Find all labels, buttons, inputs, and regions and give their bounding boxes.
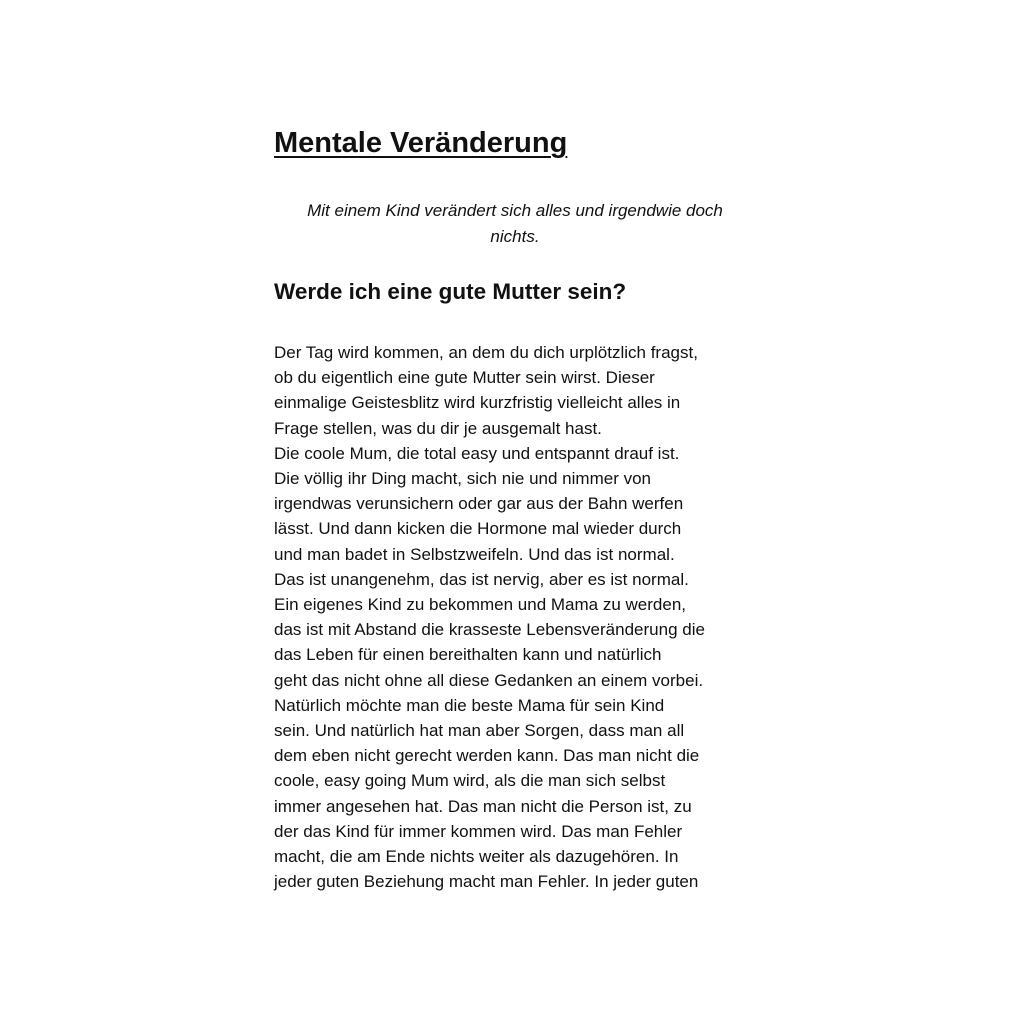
- body-line: Natürlich möchte man die beste Mama für sein Kind: [274, 695, 665, 715]
- body-line: Ein eigenes Kind zu bekommen und Mama zu werden,: [274, 595, 687, 615]
- body-line: Frage stellen, was du dir je ausgemalt hast.: [274, 418, 602, 438]
- body-line: und man badet in Selbstzweifeln. Und das ist normal.: [274, 544, 675, 564]
- body-paragraph: [274, 340, 756, 894]
- body-line: das ist mit Abstand die krasseste Lebensveränderung die: [274, 620, 705, 640]
- body-line: lässt. Und dann kicken die Hormone mal wieder durch: [274, 519, 682, 539]
- body-line: coole, easy going Mum wird, als die man sich selbst: [274, 771, 666, 791]
- subtitle-line: Mit einem Kind verändert sich alles und irgendwie doch: [307, 201, 723, 220]
- document-content: [274, 122, 756, 894]
- body-line: der das Kind für immer kommen wird. Das man Fehler: [274, 821, 683, 841]
- body-line: dem eben nicht gerecht werden kann. Das man nicht die: [274, 746, 700, 766]
- body-line: das Leben für einen bereithalten kann und natürlich: [274, 645, 662, 665]
- body-line: jeder guten Beziehung macht man Fehler. In jeder guten: [274, 872, 699, 892]
- section-heading: Werde ich eine gute Mutter sein?: [274, 279, 627, 304]
- page-title: Mentale Veränderung: [274, 127, 568, 159]
- body-line: einmalige Geistesblitz wird kurzfristig vielleicht alles in: [274, 393, 681, 413]
- body-line: ob du eigentlich eine gute Mutter sein wirst. Dieser: [274, 368, 655, 388]
- body-line: geht das nicht ohne all diese Gedanken an einem vorbei.: [274, 670, 704, 690]
- body-line: Die völlig ihr Ding macht, sich nie und nimmer von: [274, 469, 651, 489]
- body-line: Die coole Mum, die total easy und entspannt drauf ist.: [274, 443, 680, 463]
- body-line: sein. Und natürlich hat man aber Sorgen, dass man all: [274, 721, 685, 741]
- body-line: Der Tag wird kommen, an dem du dich urplötzlich fragst,: [274, 343, 698, 362]
- subtitle-line: nichts.: [490, 227, 540, 246]
- body-line: immer angesehen hat. Das man nicht die Person ist, zu: [274, 796, 692, 816]
- body-line: irgendwas verunsichern oder gar aus der Bahn werfen: [274, 494, 684, 514]
- body-line: macht, die am Ende nichts weiter als dazugehören. In: [274, 847, 679, 867]
- subtitle-quote: [274, 198, 756, 250]
- body-line: Das ist unangenehm, das ist nervig, aber es ist normal.: [274, 569, 689, 589]
